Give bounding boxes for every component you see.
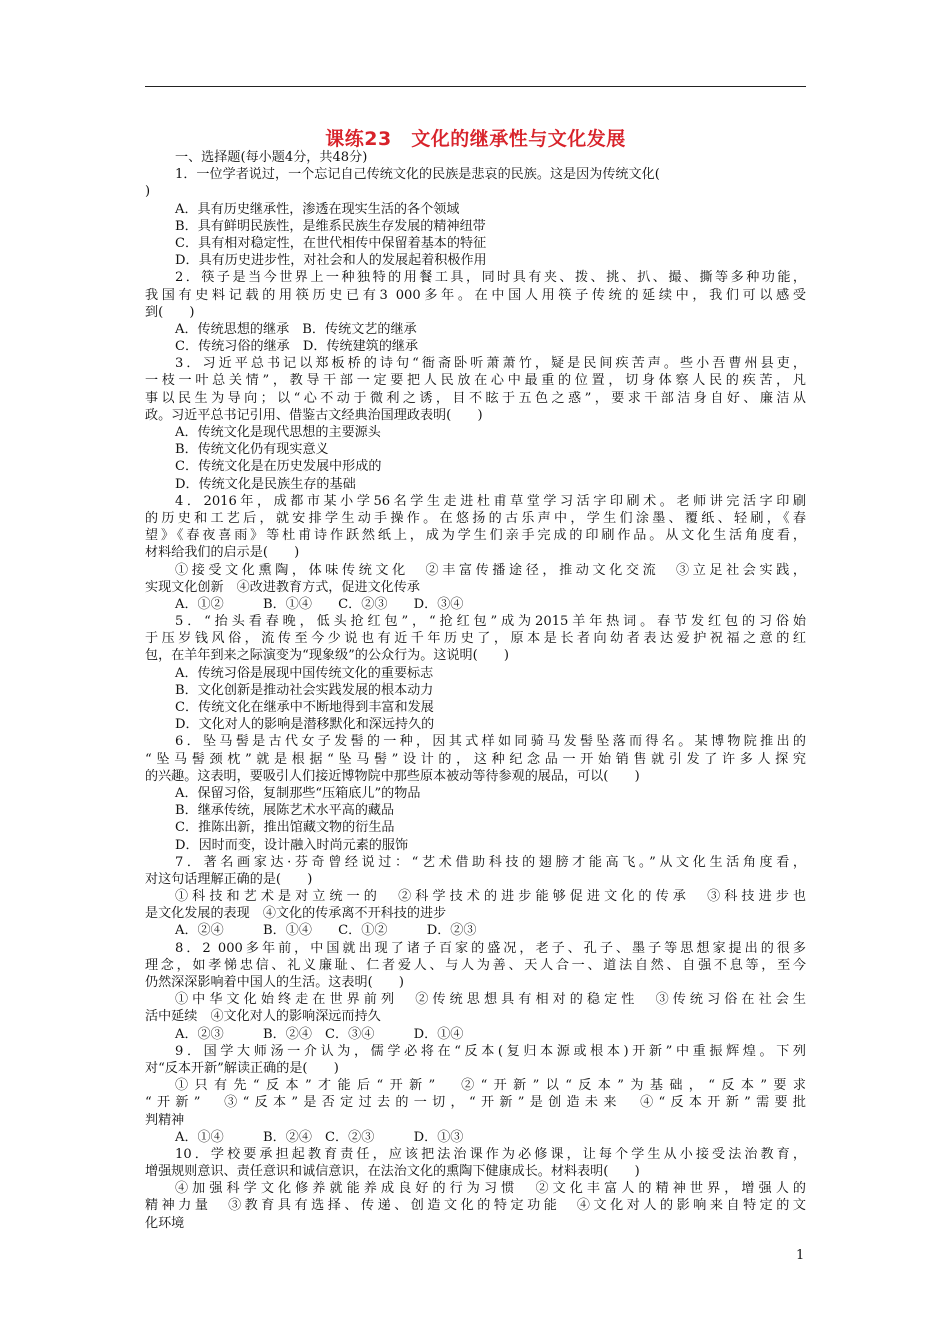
text-line: ④加强科学文化修养就能养成良好的行为习惯 ②文化丰富人的精神世界，增强人的 xyxy=(175,1181,806,1197)
text-line: C．推陈出新，推出馆藏文物的衍生品 xyxy=(175,820,395,836)
text-line: 理念，如孝悌忠信、礼义廉耻、仁者爱人、与人为善、天人合一、道法自然、自强不息等，至今 xyxy=(145,957,806,973)
text-line: B．传统文化仍有现实意义 xyxy=(175,442,329,458)
text-line: 到( ) xyxy=(145,304,195,320)
text-line: 4．2016年，成都市某小学56名学生走进杜甫草堂学习活字印刷术。老师讲完活字印刷 xyxy=(175,493,806,509)
text-line: A．传统文化是现代思想的主要源头 xyxy=(175,425,381,440)
text-line: 我国有史料记载的用筷历史已有3 000多年。在中国人用筷子传统的延续中，我们可以感受 xyxy=(145,287,806,303)
text-line: C．传统文化在继承中不断地得到丰富和发展 xyxy=(175,700,434,715)
text-line: 对这句话理解正确的是( ) xyxy=(145,871,313,887)
text-line: 政。习近平总书记引用、借鉴古文经典治国理政表明( ) xyxy=(145,407,483,423)
text-line: 的兴趣。这表明，要吸引人们接近博物院中那些原本被动等待参观的展品，可以( ) xyxy=(145,768,640,784)
text-line: A．具有历史继承性，渗透在现实生活的各个领域 xyxy=(175,201,460,217)
text-line: A．①② B．①④ C．②③ D．③④ xyxy=(175,596,464,612)
text-line: 包，在羊年到来之际演变为“现象级”的公众行为。这说明( ) xyxy=(145,648,510,664)
text-line: ①科技和艺术是对立统一的 ②科学技术的进步能够促进文化的传承 ③科技进步也 xyxy=(175,889,806,905)
text-line: 判精神 xyxy=(145,1112,185,1128)
text-line: 实现文化创新 ④改进教育方式，促进文化传承 xyxy=(145,579,420,595)
text-line: A．保留习俗，复制那些“压箱底儿”的物品 xyxy=(175,785,421,801)
text-line: ①中华文化始终走在世界前列 ②传统思想具有相对的稳定性 ③传统习俗在社会生 xyxy=(175,992,806,1008)
text-line: A．传统思想的继承 B．传统文艺的继承 xyxy=(175,321,417,337)
text-line: 2．筷子是当今世界上一种独特的用餐工具，同时具有夹、拨、挑、扒、撮、撕等多种功能， xyxy=(175,270,806,286)
text-line: 是文化发展的表现 ④文化的传承离不开科技的进步 xyxy=(145,906,447,922)
text-line: C．传统文化是在历史发展中形成的 xyxy=(175,459,382,475)
text-line: B．文化创新是推动社会实践发展的根本动力 xyxy=(175,682,434,698)
text-line: C．具有相对稳定性，在世代相传中保留着基本的特征 xyxy=(175,235,487,251)
text-line: 精神力量 ③教育具有选择、传递、创造文化的特定功能 ④文化对人的影响来自特定的文 xyxy=(145,1198,806,1214)
text-line: “开新” ③“反本”是否定过去的一切，“开新”是创造未来 ④“反本开新”需要批 xyxy=(145,1095,806,1111)
text-line: 一枝一叶总关情”，教导干部一定要把人民放在心中最重的位置，切身体察人民的疾苦，凡 xyxy=(145,373,806,389)
text-line: D．具有历史进步性，对社会和人的发展起着积极作用 xyxy=(175,253,487,269)
text-line: A．②④ B．①④ C．①② D．②③ xyxy=(175,923,477,939)
text-line: 9．国学大师汤一介认为，儒学必将在“反本(复归本源或根本)开新”中重振辉煌。下列 xyxy=(175,1043,806,1059)
text-line: 3．习近平总书记以郑板桥的诗句“衙斋卧听萧萧竹，疑是民间疾苦声。些小吾曹州县吏， xyxy=(175,356,806,372)
text-line: 仍然深深影响着中国人的生活。这表明( ) xyxy=(145,975,404,990)
text-line: 7．著名画家达·芬奇曾经说过：“艺术借助科技的翅膀才能高飞。”从文化生活角度看， xyxy=(175,854,806,870)
text-line: 6．坠马髻是古代女子发髻的一种，因其式样如同骑马发髻坠落而得名。某博物院推出的 xyxy=(175,734,806,750)
text-line: 望》《春夜喜雨》等杜甫诗作跃然纸上，成为学生们亲手完成的印刷作品。从文化生活角度看， xyxy=(145,528,806,544)
text-line: B．继承传统，展陈艺术水平高的藏品 xyxy=(175,803,395,819)
text-line: 1．一位学者说过，一个忘记自己传统文化的民族是悲哀的民族。这是因为传统文化( xyxy=(175,167,660,183)
text-line: ) xyxy=(145,184,151,200)
text-line: ①只有先“反本”才能后“开新” ②“开新”以“反本”为基础，“反本”要求 xyxy=(175,1078,806,1094)
text-line: 8．2 000多年前，中国就出现了诸子百家的盛况，老子、孔子、墨子等思想家提出的很多 xyxy=(175,940,806,956)
text-line: A．传统习俗是展现中国传统文化的重要标志 xyxy=(175,665,434,681)
text-line: C．传统习俗的继承 D．传统建筑的继承 xyxy=(175,339,419,355)
text-line: 5．“抬头看春晚，低头抢红包”，“抢红包”成为2015羊年热词。春节发红包的习俗始 xyxy=(175,614,806,630)
text-line: 化环境 xyxy=(145,1215,185,1231)
text-line: “坠马髻颈枕”就是根据“坠马髻”设计的，这种纪念品一开始销售就引发了许多人探究 xyxy=(145,751,806,767)
text-line: D．文化对人的影响是潜移默化和深远持久的 xyxy=(175,717,435,733)
text-line: A．②③ B．②④ C．③④ D．①④ xyxy=(175,1026,464,1042)
text-line: ①接受文化熏陶，体味传统文化 ②丰富传播途径，推动文化交流 ③立足社会实践， xyxy=(175,562,806,578)
text-line: 活中延续 ④文化对人的影响深远而持久 xyxy=(145,1009,381,1025)
text-line: 10．学校要承担起教育责任，应该把法治课作为必修课，让每个学生从小接受法治教育， xyxy=(175,1146,806,1162)
page-number: 1 xyxy=(796,1248,805,1263)
document-body xyxy=(145,149,806,1232)
text-line: 对“反本开新”解读正确的是( ) xyxy=(145,1060,339,1076)
page-title: 课练23 文化的继承性与文化发展 xyxy=(325,128,626,150)
text-line: 一、选择题(每小题4分，共48分) xyxy=(175,150,368,165)
text-line: 材料给我们的启示是( ) xyxy=(145,545,300,561)
text-line: 增强规则意识、责任意识和诚信意识，在法治文化的熏陶下健康成长。材料表明( ) xyxy=(145,1164,640,1180)
text-line: 于压岁钱风俗，流传至今少说也有近千年历史了，原本是长者向幼者表达爱护祝福之意的红 xyxy=(145,631,806,647)
text-line: 事以民生为导向；以“心不动于微利之诱，目不眩于五色之惑”，要求干部洁身自好、廉洁从 xyxy=(145,390,806,406)
text-line: 的历史和工艺后，就安排学生动手操作。在悠扬的古乐声中，学生们涂墨、覆纸、轻刷，《春 xyxy=(145,510,806,526)
text-line: D．因时而变，设计融入时尚元素的服饰 xyxy=(175,837,409,853)
text-line: D．传统文化是民族生存的基础 xyxy=(175,476,356,492)
text-line: A．①④ B．②④ C．②③ D．①③ xyxy=(175,1129,464,1145)
header-rule xyxy=(145,86,806,87)
text-line: B．具有鲜明民族性，是维系民族生存发展的精神纽带 xyxy=(175,218,486,234)
